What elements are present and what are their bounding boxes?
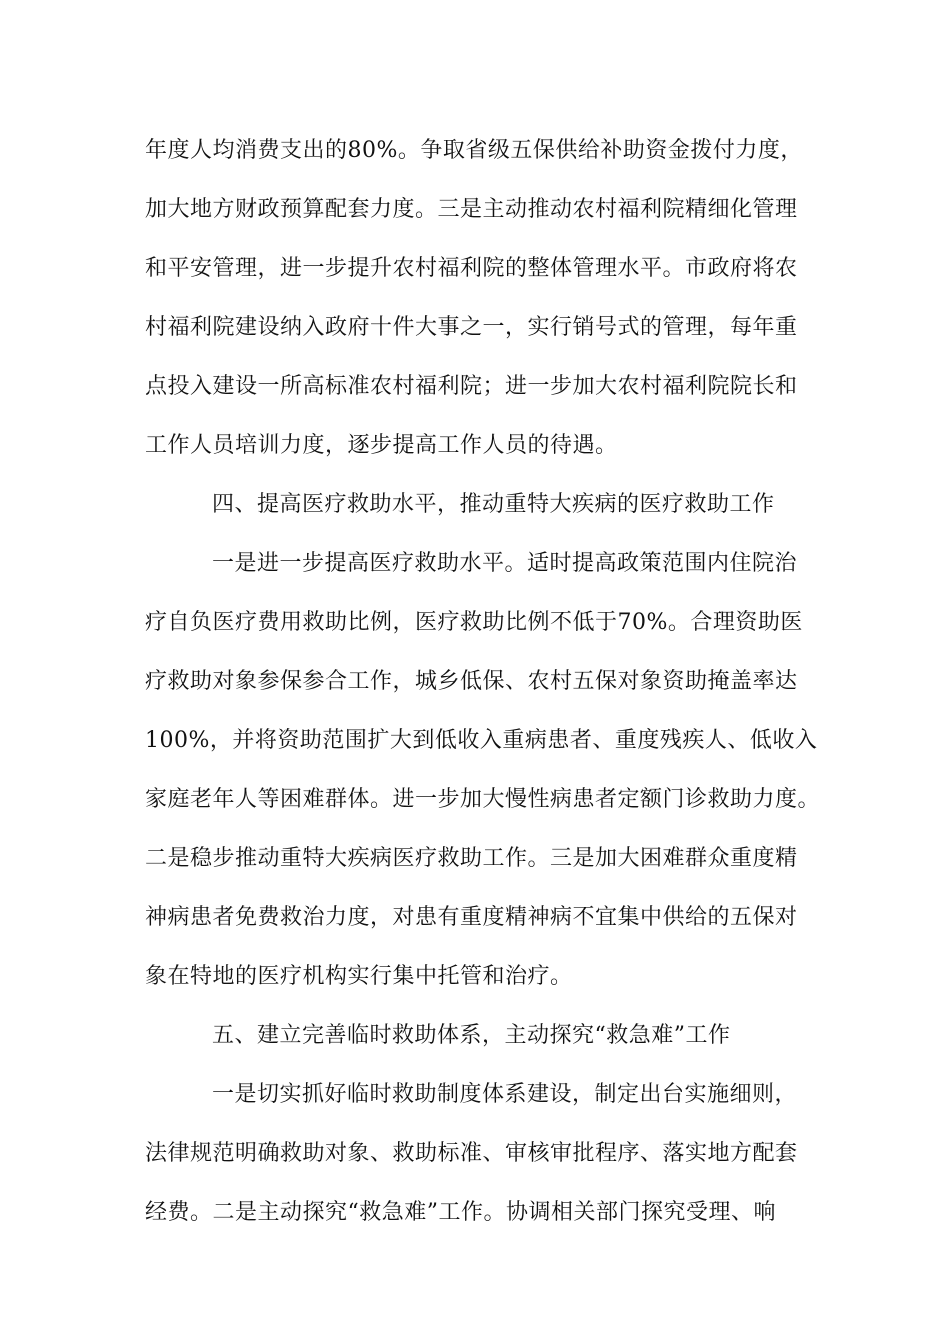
section-heading-4: 四、提高医疗救助水平，推动重特大疾病的医疗救助工作 — [212, 492, 775, 517]
text-line-12: 家庭老年人等困难群体。进一步加大慢性病患者定额门诊救助力度。 — [145, 787, 821, 812]
text-line-3: 和平安管理，进一步提升农村福利院的整体管理水平。市政府将农 — [145, 256, 798, 281]
text-line-19: 经费。二是主动探究“救急难”工作。协调相关部门探究受理、响 — [145, 1200, 776, 1225]
text-line-8: 一是进一步提高医疗救助水平。适时提高政策范围内住院治 — [212, 551, 798, 576]
text-line-9: 疗自负医疗费用救助比例，医疗救助比例不低于70%。合理资助医 — [145, 610, 803, 635]
text-line-18: 法律规范明确救助对象、救助标准、审核审批程序、落实地方配套 — [145, 1141, 798, 1166]
section-heading-5: 五、建立完善临时救助体系，主动探究“救急难”工作 — [212, 1023, 731, 1048]
text-line-15: 象在特地的医疗机构实行集中托管和治疗。 — [145, 964, 573, 989]
text-line-14: 神病患者免费救治力度，对患有重度精神病不宜集中供给的五保对 — [145, 905, 798, 930]
text-line-11: 100%，并将资助范围扩大到低收入重病患者、重度残疾人、低收入 — [145, 728, 818, 753]
text-line-10: 疗救助对象参保参合工作，城乡低保、农村五保对象资助掩盖率达 — [145, 669, 798, 694]
text-line-1: 年度人均消费支出的80%。争取省级五保供给补助资金拨付力度， — [145, 138, 803, 163]
text-line-4: 村福利院建设纳入政府十件大事之一，实行销号式的管理，每年重 — [145, 315, 798, 340]
text-line-6: 工作人员培训力度，逐步提高工作人员的待遇。 — [145, 433, 618, 458]
text-line-2: 加大地方财政预算配套力度。三是主动推动农村福利院精细化管理 — [145, 197, 798, 222]
text-line-17: 一是切实抓好临时救助制度体系建设，制定出台实施细则， — [212, 1082, 798, 1107]
text-line-5: 点投入建设一所高标准农村福利院；进一步加大农村福利院院长和 — [145, 374, 798, 399]
text-line-13: 二是稳步推动重特大疾病医疗救助工作。三是加大困难群众重度精 — [145, 846, 798, 871]
